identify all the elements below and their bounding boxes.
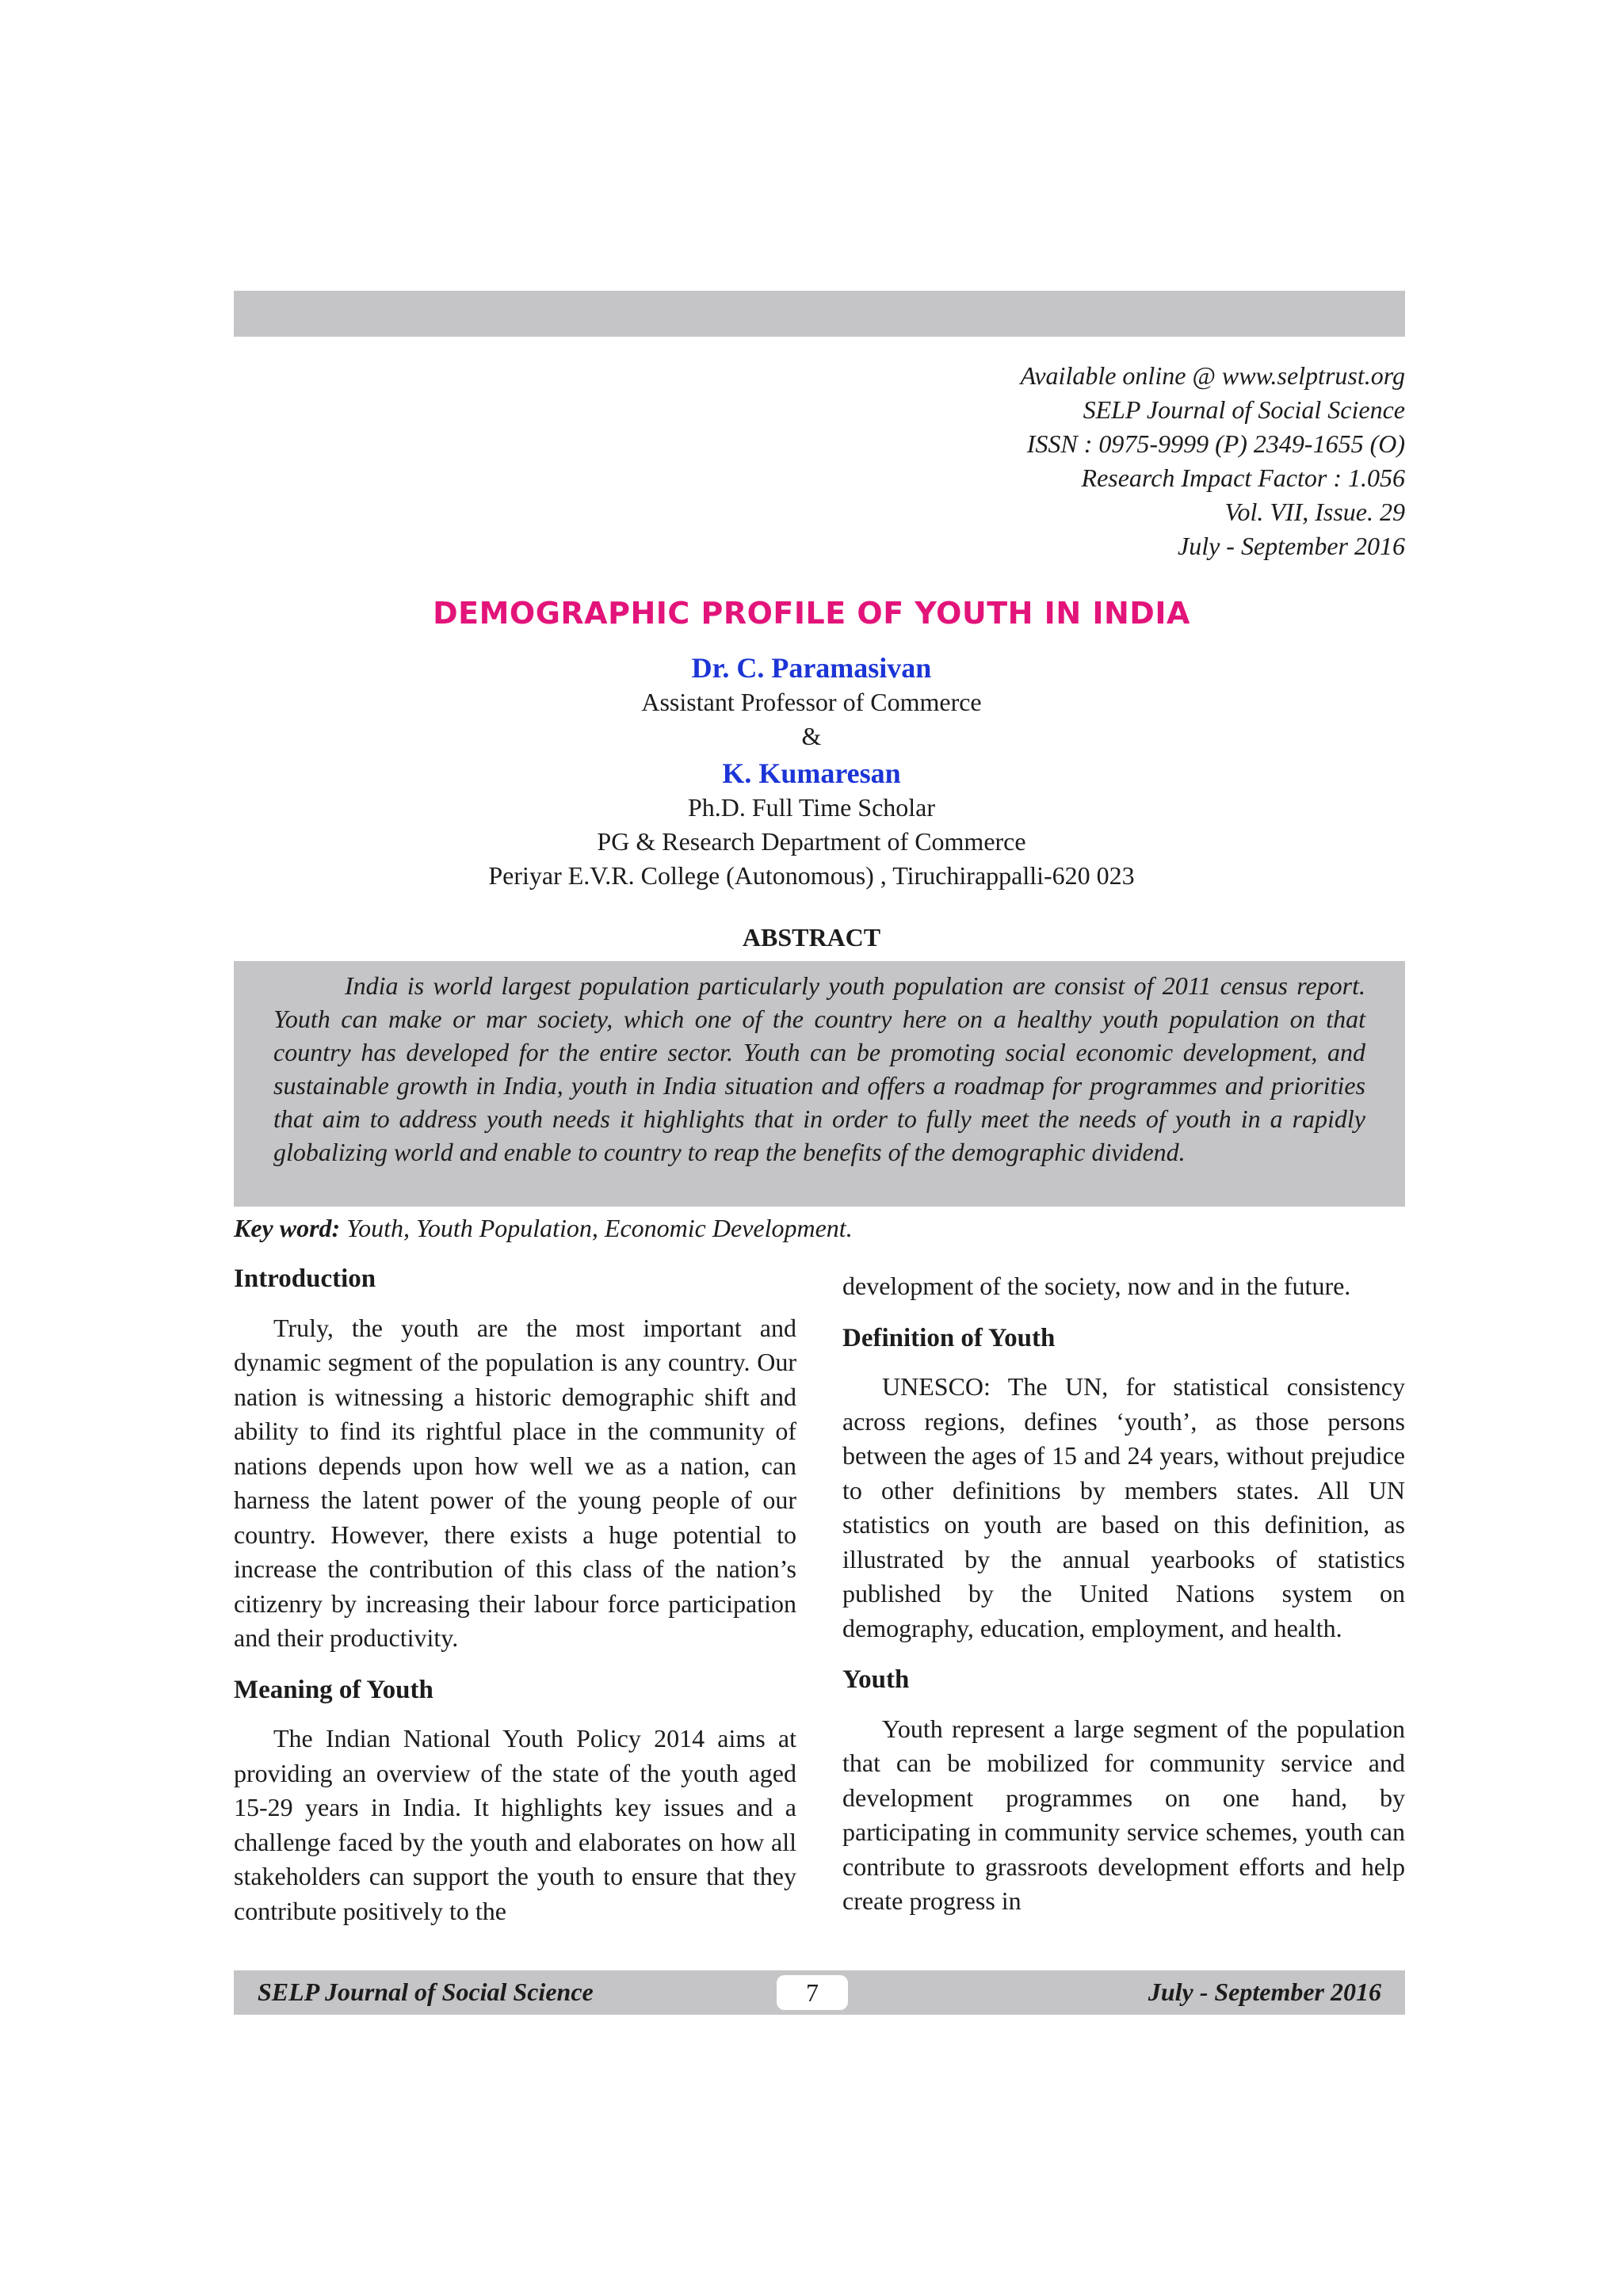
- author-department: PG & Research Department of Commerce: [597, 827, 1026, 856]
- left-column: [234, 1262, 796, 1946]
- header-bar: [234, 291, 1405, 337]
- page-number: 7: [777, 1975, 848, 2010]
- keywords-label: Key word:: [234, 1214, 341, 1242]
- author-1-role: Assistant Professor of Commerce: [641, 688, 982, 716]
- youth-heading: Youth: [842, 1665, 910, 1694]
- meta-line-impact: Research Impact Factor : 1.056: [1081, 463, 1405, 492]
- meta-line-date: July - September 2016: [1177, 532, 1405, 560]
- author-2-role: Ph.D. Full Time Scholar: [687, 793, 936, 822]
- author-2-name: K. Kumaresan: [722, 757, 901, 789]
- footer-journal: SELP Journal of Social Science: [258, 1978, 594, 2006]
- author-separator: &: [801, 722, 822, 750]
- meta-line-availability: Available online @ www.selptrust.org: [1020, 361, 1405, 390]
- abstract-text: India is world largest population particularly youth population are consist of 2011 census report. Youth can make or mar society, which one of the country here on a healthy youth population on that country has developed for the entire sector. Youth can be promoting social economic development, and sustainable growth in India, youth in India situation and offers a roadmap for programmes and priorities that aim to address youth needs it highlights that in order to fully meet the needs of youth in a rapidly globalizing world and enable to country to reap the benefits of the demographic dividend.: [273, 971, 1365, 1166]
- youth-paragraph: Youth represent a large segment of the population that can be mobilized for community service and development programmes on one hand, by participating in community service schemes, youth can contribute to grassroots development efforts and help create progress in: [842, 1714, 1405, 1915]
- author-1-name: Dr. C. Paramasivan: [691, 652, 932, 684]
- paper-title: DEMOGRAPHIC PROFILE OF YOUTH IN INDIA: [433, 596, 1190, 631]
- meaning-heading: Meaning of Youth: [234, 1675, 433, 1704]
- meta-line-volume: Vol. VII, Issue. 29: [1224, 498, 1405, 526]
- footer-date: July - September 2016: [1148, 1978, 1381, 2006]
- author-block: [0, 651, 1623, 893]
- abstract-box: [234, 961, 1405, 1207]
- right-column: [842, 1269, 1405, 1936]
- meaning-paragraph: The Indian National Youth Policy 2014 aims at providing an overview of the state of the youth aged 15-29 years in India. It highlights key issues and a challenge faced by the youth and elaborates on how all stakeholders can support the youth to ensure that they contribute positively to the: [234, 1724, 796, 1925]
- introduction-paragraph: Truly, the youth are the most important and dynamic segment of the population is any country. Our nation is witnessing a historic demographic shift and ability to find its rightful place in the community of nations depends upon how well we as a nation, can harness the latent power of the young people of our country. However, there exists a huge potential to increase the contribution of this class of the nation’s citizenry by increasing their labour force participation and their productivity.: [234, 1313, 796, 1652]
- author-college: Periyar E.V.R. College (Autonomous) , Tiruchirappalli-620 023: [488, 861, 1135, 890]
- definition-heading: Definition of Youth: [842, 1323, 1056, 1352]
- journal-meta: [1021, 359, 1405, 563]
- meta-line-journal: SELP Journal of Social Science: [1083, 395, 1405, 424]
- abstract-heading: ABSTRACT: [742, 923, 881, 952]
- keywords-text: Youth, Youth Population, Economic Development.: [340, 1214, 853, 1242]
- keywords: [234, 1214, 853, 1243]
- footer-bar: [234, 1970, 1405, 2015]
- meta-line-issn: ISSN : 0975-9999 (P) 2349-1655 (O): [1026, 429, 1405, 458]
- introduction-heading: Introduction: [234, 1264, 376, 1293]
- continued-paragraph: development of the society, now and in the future.: [842, 1272, 1351, 1300]
- definition-paragraph: UNESCO: The UN, for statistical consistency across regions, defines ‘youth’, as those persons between the ages of 15 and 24 years, without prejudice to other definitions by members states. All UN statistics on youth are based on this definition, as illustrated by the annual yearbooks of statistics published by the United Nations system on demography, education, employment, and health.: [842, 1372, 1405, 1642]
